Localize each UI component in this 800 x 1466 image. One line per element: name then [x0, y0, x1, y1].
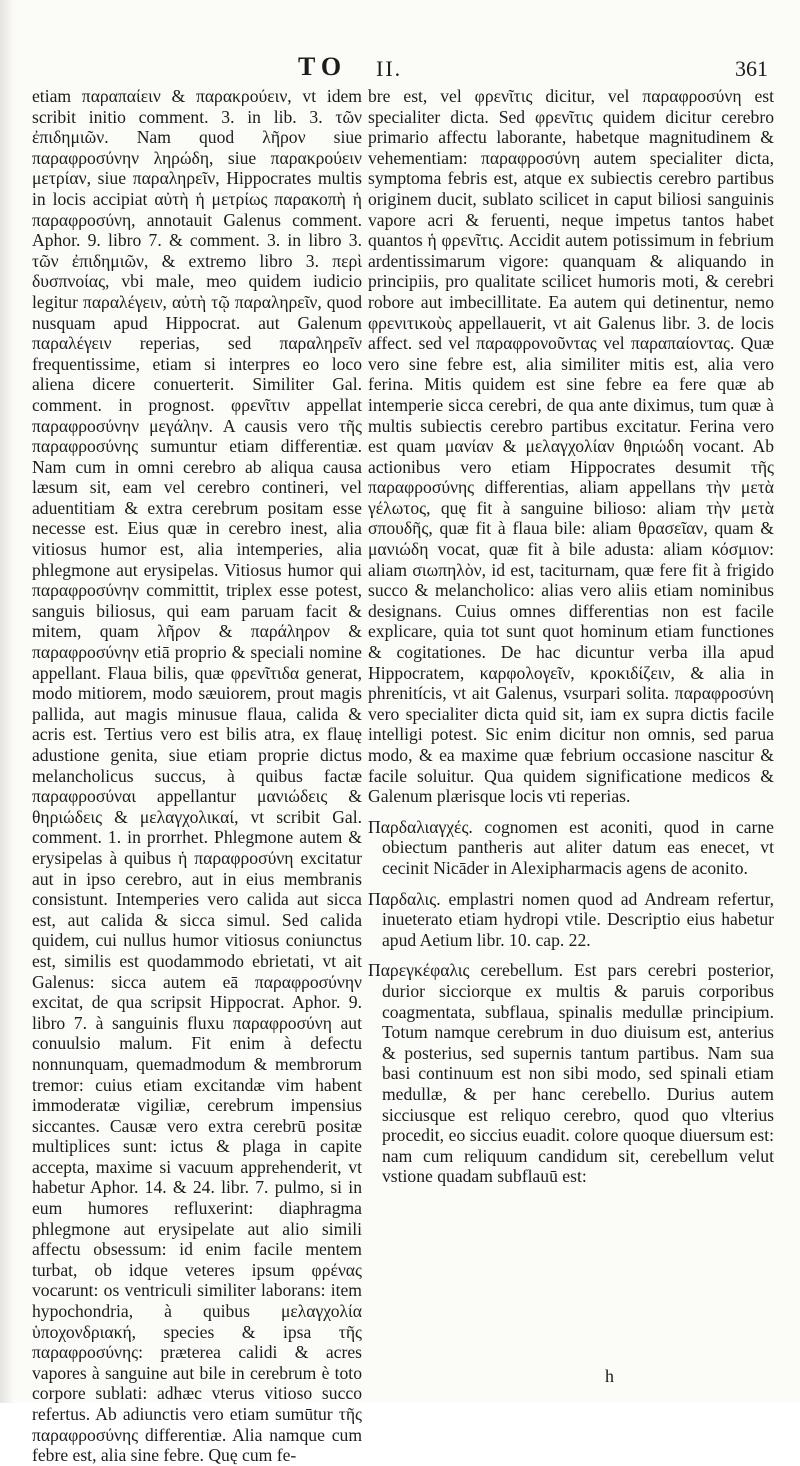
page-gutter-shadow [0, 0, 14, 1403]
catchword: h [605, 1366, 614, 1386]
running-head-keyword: TO [298, 52, 348, 81]
entry-text: cerebellum. Est pars cerebri posterior, durior sicciorque ex multis & paruis corporibus coagmentata, subflaua, spinalis medullæ principium. Totum namque cerebrum in duo diuisum est, anterius & posterius, sed supernis tantum partibus. Nam sua basi continuum est non sibi modo, sed spinali etiam medullæ, & per hanc cerebello. Durius autem sicciusque est reliquo cerebro, quod quo vlterius procedit, eo siccius euadit. colore quoque diuersum est: nam cum reliquum candidum sit, cerebellum velut vstione quadam subflauū est: [382, 960, 774, 1187]
entry-headword: Παρδαλιαγχές. [368, 816, 473, 837]
dictionary-entry [368, 889, 774, 951]
running-head [0, 52, 800, 82]
dictionary-entry [368, 817, 774, 879]
entry-text: cognomen est aconiti, quod in carne obiectum pantheris aut aliter datum eas enecet, vt cecinit Nicāder in Alexipharmacis agens de aconito. [382, 816, 774, 878]
running-head-section: II. [376, 56, 403, 81]
entry-headword: Παρδαλις. [368, 888, 441, 909]
right-column [368, 86, 774, 1376]
dictionary-entry [368, 960, 774, 1187]
left-column-paragraph: etiam παραπαίειν & παρακρούειν, vt idem scribit initio comment. 3. in lib. 3. τῶν ἐπιδημιῶν. Nam quod λῆρον siue παραφροσύνην ληρώδη, siue παρακρούειν μετρίαν, siue παραληρεῖν, Hippocrates multis in locis accipiat αὐτὴ ἡ μετρίως παρακοπὴ ἡ παραφροσύνη, annotauit Galenus comment. Aphor. 9. libro 7. & comment. 3. in libro 3. τῶν ἐπιδημιῶν, & extremo libro 3. περὶ δυσπνοίας, vbi male, meo quidem iudicio legitur παραλέγειν, αὐτὴ τῷ παραληρεῖν, quod nusquam apud Hippocrat. aut Galenum παραλέγειν reperias, sed παραληρεῖν frequentissime, etiam si interpres eo loco aliena dicere conuerterit. Similiter Gal. comment. in prognost. φρενῖτιν appellat παραφροσύνην μεγάλην. A causis vero τῆς παραφροσύνης sumuntur etiam differentiæ. Nam cum in omni cerebro ab aliqua causa læsum sit, eam vel cerebro contineri, vel aduentitiam & extra cerebrum positam esse necesse est. Eius quæ in cerebro inest, alia vitiosus humor est, alia intemperies, alia phlegmone aut erysipelas. Vitiosus humor qui παραφροσύνην committit, triplex esse potest, sanguis biliosus, qui eam paruam facit & mitem, quam λῆρον & παράληρον & παραφροσύνην etiā proprio & speciali nomine appellant. Flaua bilis, quæ φρενῖτιδα generat, modo mitiorem, modo sæuiorem, prout magis pallida, aut magis minusue flaua, calida & acris est. Tertius vero est bilis atra, ex flauę adustione genita, siue etiam proprie dictus melancholicus succus, à quibus factæ παραφροσύναι appellantur μανιώδεις & θηριώδεις & μελαγχολικαί, vt scribit Gal. comment. 1. in prorrhet. Phlegmone autem & erysipelas à quibus ἡ παραφροσύνη excitatur aut in ipso cerebro, aut in eius membranis consistunt. Intemperies vero calida aut sicca est, aut calida & sicca simul. Sed calida quidem, cui nullus humor vitiosus coniunctus est, similis est quodammodo ebrietati, vt ait Galenus: sicca autem eā παραφροσύνην excitat, de qua scripsit Hippocrat. Aphor. 9. libro 7. à sanguinis fluxu παραφροσύνη aut conuulsio malum. Fit enim à defectu nonnunquam, quemadmodum & membrorum tremor: cuius etiam excitandæ vim habent immoderatæ vigiliæ, cerebrum impensius siccantes. Causæ vero extra cerebrū positæ multiplices sunt: ictus & plaga in capite accepta, maxime si vacuum apprehenderit, vt habetur Aphor. 14. & 24. libr. 7. pulmo, si in eum humores refluxerint: diaphragma phlegmone aut erysipelate aut alio simili affectu obsessum: id enim facile mentem turbat, ob idque veteres ipsum φρένας vocarunt: os ventriculi similiter laborans: item hypochondria, à quibus μελαγχολία ὑποχονδριακή, species & ipsa τῆς παραφροσύνης: præterea calidi & acres vapores à sanguine aut bile in cerebrum è toto corpore sublati: adhæc vterus vitioso succo refertus. Ab adiunctis vero etiam sumūtur τῆς παραφροσύνης differentiæ. Alia namque cum febre est, alia sine febre. Quę cum fe- [32, 86, 362, 1466]
page-number: 361 [735, 56, 768, 81]
entry-text: emplastri nomen quod ad Andream refertur, inueterato etiam hydropi vtile. Descriptio eius habetur apud Aetium libr. 10. cap. 22. [382, 888, 775, 950]
entry-headword: Παρεγκέφαλις [368, 960, 470, 981]
right-column-paragraph: bre est, vel φρενῖτις dicitur, vel παραφροσύνη est specialiter dicta. Sed φρενῖτις quidem dicitur cerebro primario affectu laborante, habetque magnitudinem & vehementiam: παραφροσύνη autem specialiter dicta, symptoma febris est, atque ex subiectis cerebro partibus originem ducit, sublato scilicet in caput biliosi sanguinis vapore acri & feruenti, neque impetus tantos habet quantos ἡ φρενῖτις. Accidit autem potissimum in febrium ardentissimarum vigore: quanquam & aliquando in principiis, pro qualitate scilicet humoris moti, & cerebri robore aut imbecillitate. Ea autem qui detinentur, nemo φρενιτικοὺς appellauerit, vt ait Galenus libr. 3. de locis affect. sed vel παραφρονοῦντας vel παραπαίοντας. Quæ vero sine febre est, alia similiter mitis est, alia vero ferina. Mitis quidem est sine febre ea fere quæ ab intemperie sicca cerebri, de qua ante diximus, tum quæ à multis subiectis cerebro partibus excitatur. Ferina vero est quam μανίαν & μελαγχολίαν θηριώδη vocant. Ab actionibus vero etiam Hippocrates desumit τῆς παραφροσύνης differentias, aliam appellans τὴν μετὰ γέλωτος, quę fit à sanguine bilioso: aliam τὴν μετὰ σπουδῆς, quæ fit à flaua bile: aliam θρασεῖαν, quam & μανιώδη vocat, quæ fit à bile adusta: aliam κόσμιον: aliam σιωπηλὸν, id est, taciturnam, quæ fere fit à frigido succo & melancholico: alias vero aliis etiam nominibus designans. Cuius omnes differentias non est facile explicare, quia tot sunt quot hominum etiam functiones & cogitationes. De hac dicuntur verba illa apud Hippocratem, καρφολογεῖν, κροκιδίζειν, & alia in phrenitícis, vt ait Galenus, vsurpari solita. παραφροσύνη vero specialiter dicta quid sit, iam ex supra dictis facile intelligi potest. Sic enim dicitur non omnis, sed parua modo, & ea maxime quæ febrium occasione nascitur & facile soluitur. Qua quidem significatione medicos & Galenum plærisque locis vti reperias. [368, 86, 774, 807]
left-column [32, 86, 362, 1466]
